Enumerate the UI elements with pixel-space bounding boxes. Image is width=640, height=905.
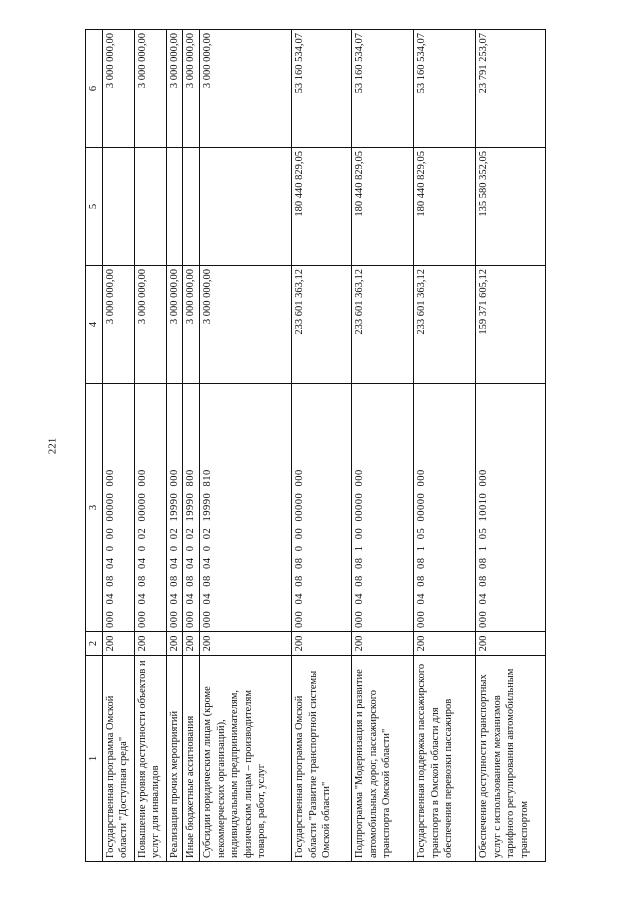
row-code-3: 000 04 08 08 0 00 00000 000 [291, 384, 351, 632]
row-code-2: 200 [413, 632, 475, 656]
row-value-6: 3 000 000,00 [102, 30, 134, 148]
header-col-3: 3 [86, 384, 103, 632]
row-code-2: 200 [166, 632, 183, 656]
row-value-5: 180 440 829,05 [351, 148, 413, 266]
header-row [86, 30, 103, 862]
row-value-5 [183, 148, 200, 266]
row-value-6: 3 000 000,00 [199, 30, 291, 148]
rotated-table-container [85, 30, 530, 862]
row-value-6: 53 160 534,07 [413, 30, 475, 148]
row-name: Повышение уровня доступности объектов и услуг для инвалидов [134, 656, 166, 862]
row-value-4: 3 000 000,00 [199, 266, 291, 384]
table-row [199, 30, 291, 862]
row-value-5 [199, 148, 291, 266]
row-value-6: 3 000 000,00 [183, 30, 200, 148]
row-name: Подпрограмма "Модернизация и развитие автомобильных дорог, пассажирского транспорта Омской области" [351, 656, 413, 862]
row-value-4: 233 601 363,12 [351, 266, 413, 384]
row-value-5 [102, 148, 134, 266]
table-row [166, 30, 183, 862]
row-name: Государственная программа Омской области "Доступная среда" [102, 656, 134, 862]
row-code-2: 200 [291, 632, 351, 656]
row-value-4: 159 371 605,12 [475, 266, 545, 384]
row-name: Субсидии юридическим лицам (кроме некоммерческих организаций), индивидуальным предпринимателям, физическим лицам – производителям товаров, работ, услуг [199, 656, 291, 862]
row-value-6: 3 000 000,00 [166, 30, 183, 148]
table-row [183, 30, 200, 862]
row-code-3: 000 04 08 04 0 02 19990 000 [166, 384, 183, 632]
header-col-5: 5 [86, 148, 103, 266]
table-row [351, 30, 413, 862]
row-code-3: 000 04 08 08 1 05 10010 000 [475, 384, 545, 632]
row-value-4: 3 000 000,00 [102, 266, 134, 384]
budget-table [85, 29, 546, 862]
row-name: Иные бюджетные ассигнования [183, 656, 200, 862]
row-code-2: 200 [183, 632, 200, 656]
row-value-6: 53 160 534,07 [351, 30, 413, 148]
row-value-5 [134, 148, 166, 266]
header-col-1: 1 [86, 656, 103, 862]
row-value-4: 233 601 363,12 [291, 266, 351, 384]
row-value-4: 3 000 000,00 [183, 266, 200, 384]
row-code-3: 000 04 08 08 1 05 00000 000 [413, 384, 475, 632]
table-row [291, 30, 351, 862]
row-name: Государственная программа Омской области "Развитие транспортной системы Омской области" [291, 656, 351, 862]
row-value-6: 3 000 000,00 [134, 30, 166, 148]
row-value-5: 180 440 829,05 [413, 148, 475, 266]
row-code-3: 000 04 08 04 0 02 00000 000 [134, 384, 166, 632]
row-code-3: 000 04 08 04 0 00 00000 000 [102, 384, 134, 632]
row-code-2: 200 [134, 632, 166, 656]
row-code-2: 200 [199, 632, 291, 656]
row-value-4: 3 000 000,00 [134, 266, 166, 384]
row-name: Реализация прочих мероприятий [166, 656, 183, 862]
header-col-6: 6 [86, 30, 103, 148]
row-code-3: 000 04 08 04 0 02 19990 810 [199, 384, 291, 632]
table-row [134, 30, 166, 862]
row-code-3: 000 04 08 08 1 00 00000 000 [351, 384, 413, 632]
row-code-3: 000 04 08 04 0 02 19990 800 [183, 384, 200, 632]
row-code-2: 200 [102, 632, 134, 656]
table-row [475, 30, 545, 862]
row-value-5: 180 440 829,05 [291, 148, 351, 266]
table-row [102, 30, 134, 862]
row-value-4: 233 601 363,12 [413, 266, 475, 384]
row-value-6: 23 791 253,07 [475, 30, 545, 148]
row-value-6: 53 160 534,07 [291, 30, 351, 148]
page-number: 221 [46, 437, 59, 455]
row-code-2: 200 [351, 632, 413, 656]
table-row [413, 30, 475, 862]
row-value-5 [166, 148, 183, 266]
row-value-5: 135 580 352,05 [475, 148, 545, 266]
header-col-4: 4 [86, 266, 103, 384]
table-sheet [85, 30, 530, 862]
header-col-2: 2 [86, 632, 103, 656]
row-code-2: 200 [475, 632, 545, 656]
row-name: Государственная поддержка пассажирского транспорта в Омской области для обеспечения перевозки пассажиров [413, 656, 475, 862]
row-name: Обеспечение доступности транспортных услуг с использованием механизмов тарифного регулирования автомобильным транспортом [475, 656, 545, 862]
row-value-4: 3 000 000,00 [166, 266, 183, 384]
